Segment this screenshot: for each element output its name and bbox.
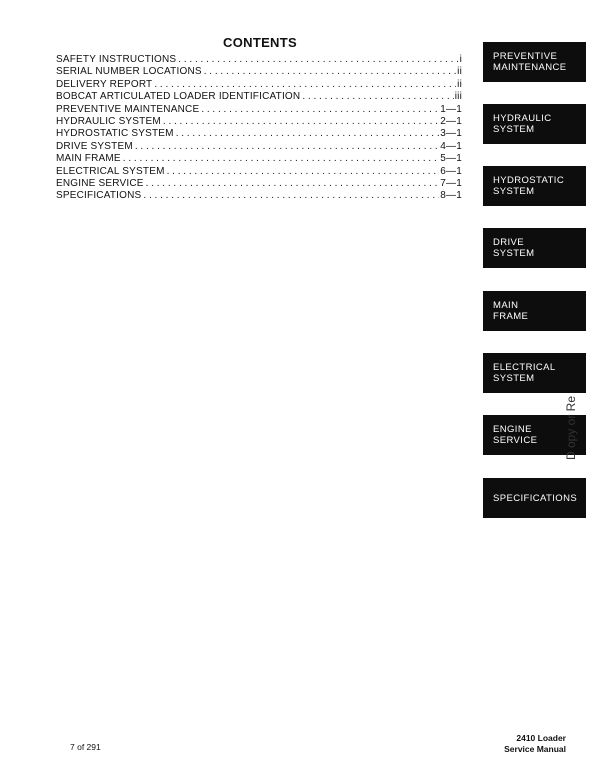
toc-entry-page: 2—1 [440, 115, 462, 127]
toc-dot-leader [146, 178, 440, 190]
toc-dot-leader [302, 91, 453, 103]
tab-label-line-2: MAINTENANCE [493, 62, 567, 73]
toc-dot-leader [167, 166, 440, 178]
tab-label-line-1: HYDROSTATIC [493, 175, 565, 186]
side-watermark [564, 320, 582, 460]
toc-entry-safety-instructions[interactable] [56, 54, 462, 66]
tab-label-line-1: SPECIFICATIONS [493, 492, 578, 504]
tab-label [493, 51, 567, 73]
toc-entry-serial-number-locations[interactable] [56, 66, 462, 78]
tab-hydraulic-system[interactable] [483, 104, 586, 144]
toc-entry-page: 3—1 [440, 128, 462, 140]
tab-label-line-2: SYSTEM [493, 186, 535, 197]
toc-entry-label: ENGINE SERVICE [56, 177, 144, 189]
toc-entry-engine-service[interactable] [56, 178, 462, 190]
tab-label [493, 237, 534, 259]
toc-dot-leader [204, 66, 456, 78]
page-counter: 7 of 291 [70, 742, 101, 752]
tab-label [493, 424, 537, 446]
toc-entry-label: SAFETY INSTRUCTIONS [56, 54, 177, 65]
toc-entry-page: 1—1 [440, 103, 462, 115]
toc-entry-electrical-system[interactable] [56, 166, 462, 178]
tab-hydrostatic-system[interactable] [483, 166, 586, 206]
toc-entry-main-frame[interactable] [56, 153, 462, 165]
toc-dot-leader [201, 104, 439, 116]
tab-label-line-1: DRIVE [493, 237, 525, 248]
tab-label [493, 362, 556, 384]
toc-entry-page: ii [457, 66, 462, 78]
side-watermark-text: D opy or Re [564, 395, 578, 460]
toc-entry-page: i [459, 54, 462, 65]
toc-entry-page: 7—1 [440, 177, 462, 189]
tab-label-line-2: SERVICE [493, 435, 538, 446]
tab-preventive-maintenance[interactable] [483, 42, 586, 82]
tab-label [493, 493, 577, 504]
tab-label-line-1: ENGINE [493, 424, 532, 435]
toc-entry-page: 5—1 [440, 153, 462, 165]
toc-entry-label: HYDRAULIC SYSTEM [56, 115, 161, 127]
toc-dot-leader [154, 79, 456, 91]
toc-entry-page: 6—1 [440, 165, 462, 177]
footer-title [504, 733, 566, 755]
table-of-contents [56, 54, 462, 203]
toc-dot-leader [135, 141, 439, 153]
tab-label [493, 113, 552, 135]
toc-dot-leader [143, 190, 439, 202]
toc-entry-label: SPECIFICATIONS [56, 190, 142, 202]
toc-entry-page: iii [454, 91, 462, 103]
tab-label-line-1: ELECTRICAL [493, 362, 556, 373]
toc-entry-label: DRIVE SYSTEM [56, 140, 133, 152]
toc-dot-leader [178, 54, 458, 66]
toc-entry-page: ii [457, 78, 462, 90]
toc-entry-delivery-report[interactable] [56, 79, 462, 91]
toc-entry-label: HYDROSTATIC SYSTEM [56, 128, 174, 140]
toc-entry-hydrostatic-system[interactable] [56, 128, 462, 140]
toc-entry-drive-system[interactable] [56, 141, 462, 153]
tab-label-line-2: FRAME [493, 311, 529, 322]
tab-label-line-1: PREVENTIVE [493, 51, 558, 62]
tab-drive-system[interactable] [483, 228, 586, 268]
tab-specifications[interactable] [483, 478, 586, 518]
toc-entry-preventive-maintenance[interactable] [56, 104, 462, 116]
footer-manual-name: Service Manual [504, 744, 566, 754]
toc-dot-leader [176, 128, 440, 140]
tab-label-line-2: SYSTEM [493, 248, 535, 259]
toc-entry-page: 8—1 [440, 190, 462, 202]
toc-entry-page: 4—1 [440, 140, 462, 152]
tab-label-line-1: HYDRAULIC [493, 113, 552, 124]
toc-entry-label: SERIAL NUMBER LOCATIONS [56, 66, 202, 78]
toc-dot-leader [123, 153, 439, 165]
tab-label-line-1: MAIN [493, 300, 519, 311]
toc-entry-specifications[interactable] [56, 190, 462, 202]
toc-dot-leader [163, 116, 439, 128]
toc-entry-label: MAIN FRAME [56, 153, 121, 165]
footer-model: 2410 Loader [516, 733, 566, 743]
tab-label [493, 175, 564, 197]
tab-label-line-2: SYSTEM [493, 124, 535, 135]
tab-label-line-2: SYSTEM [493, 373, 535, 384]
toc-entry-label: PREVENTIVE MAINTENANCE [56, 103, 200, 115]
tab-label [493, 300, 528, 322]
toc-entry-label: BOBCAT ARTICULATED LOADER IDENTIFICATION [56, 91, 301, 103]
toc-entry-label: ELECTRICAL SYSTEM [56, 165, 165, 177]
toc-entry-label: DELIVERY REPORT [56, 78, 153, 90]
page-title: CONTENTS [223, 35, 297, 50]
toc-entry-loader-identification[interactable] [56, 91, 462, 103]
toc-entry-hydraulic-system[interactable] [56, 116, 462, 128]
